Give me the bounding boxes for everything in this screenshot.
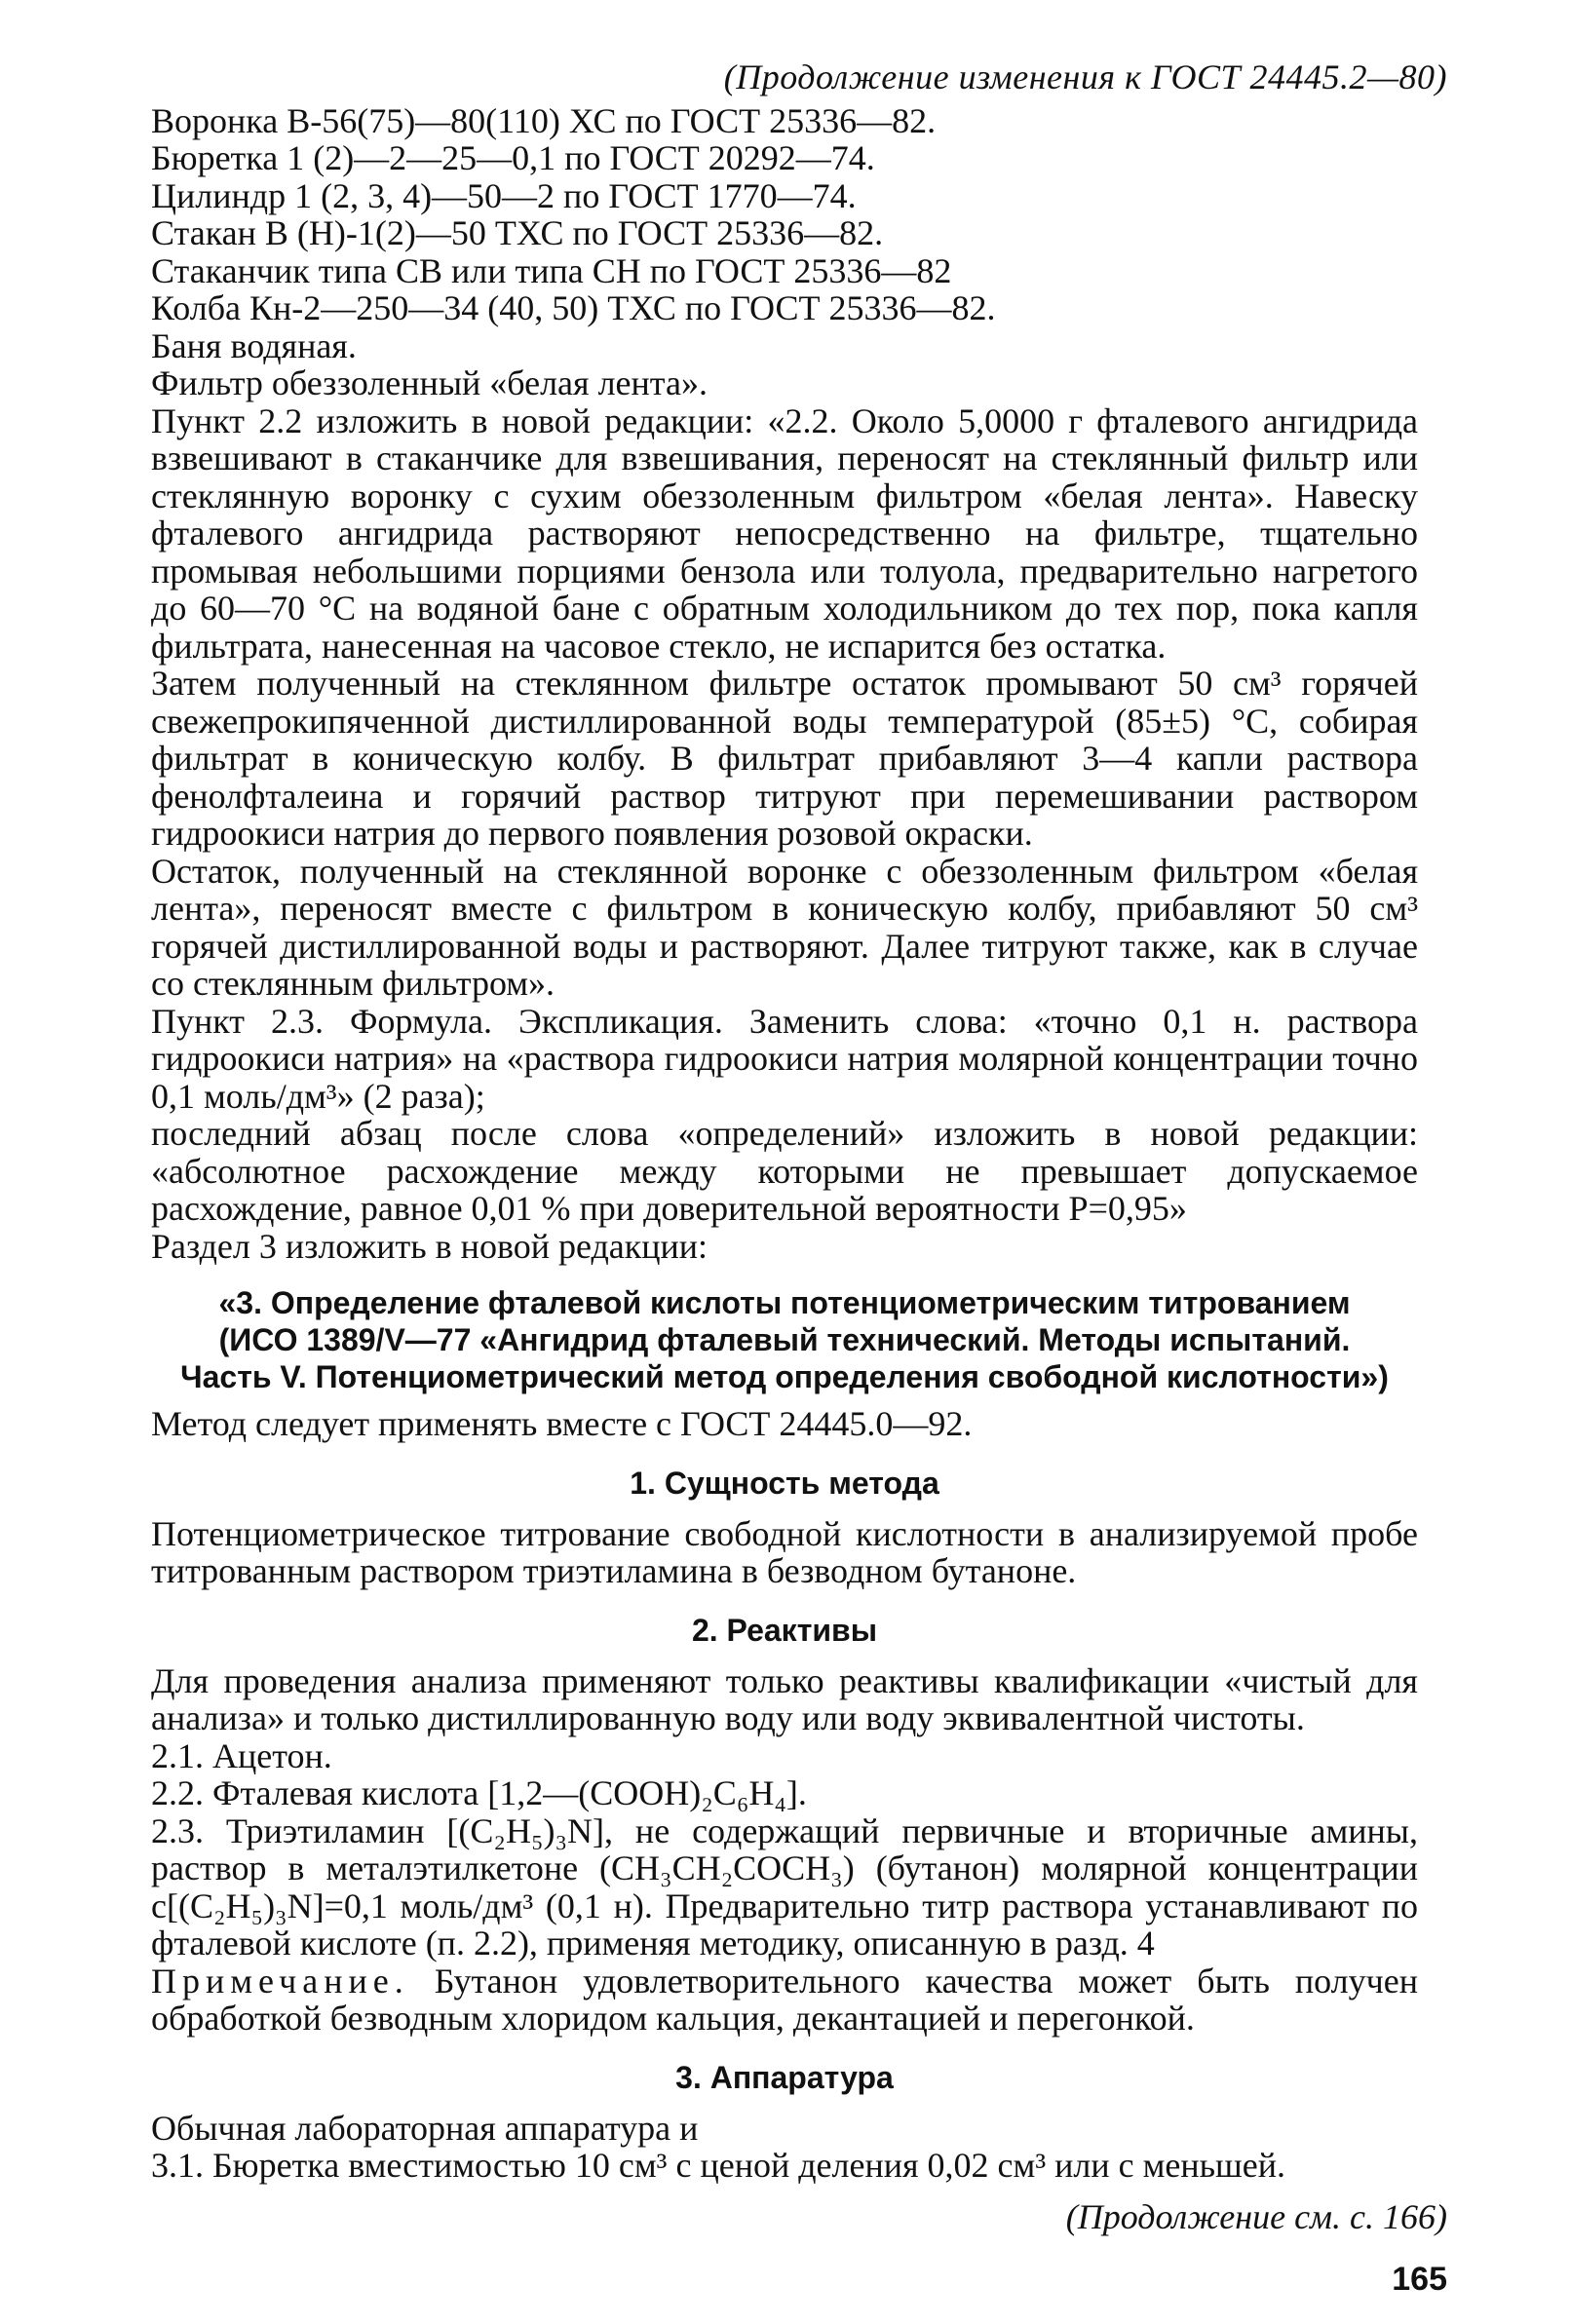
equipment-item: Стакан В (Н)-1(2)—50 ТХС по ГОСТ 25336—82. (151, 213, 884, 252)
page-number: 165 (1392, 2261, 1447, 2298)
reagent-2-2: 2.2. Фталевая кислота [1,2—(COOH)₂C₆H₄]. (151, 1773, 807, 1812)
paragraph-item-2-2: Пункт 2.2 изложить в новой редакции: «2.2. Около 5,0000 г фталевого ангидрида взвешивают в стаканчике для взвешивания, переносят на стеклянный фильтр или стеклянную воронку с сухим обеззоленным фильтром «белая лента». Навеску фталевого ангидрида растворяют непосредственно на фильтре, тщательно промывая небольшими порциями бензола или толуола, предварительно нагретого до 60—70 °С на водяной бане с обратным холодильником до тех пор, пока капля фильтрата, нанесенная на часовое стекло, не испарится без остатка. (151, 400, 1418, 666)
paragraph-wash-residue: Затем полученный на стеклянном фильтре остаток промывают 50 см³ горячей свежепрокипяченной дистиллированной воды температурой (85±5) °С, собирая фильтрат в коническую колбу. В фильтрат прибавляют 3—4 капли раствора фенолфталеина и горячий раствор титруют при перемешивании раствором гидроокиси натрия до первого появления розовой окраски. (151, 664, 1418, 853)
equipment-item: Фильтр обеззоленный «белая лента». (151, 363, 708, 402)
reagent-2-1: 2.1. Ацетон. (151, 1735, 332, 1775)
paragraph-section-3-intro: Раздел 3 изложить в новой редакции: (151, 1226, 708, 1266)
reagent-2-3: 2.3. Триэтиламин [(C₂H₅)₃N], не содержащий первичные и вторичные амины, раствор в металэтилкетоне (CH₃CH₂COCH₃) (бутанон) молярной концентрации c[(C₂H₅)₃N]=0,1 моль/дм³ (0,1 н). Предварительно титр раствора устанавливают по фталевой кислоте (п. 2.2), применяя методику, описанную в разд. 4 (151, 1810, 1418, 1962)
equipment-item: Стаканчик типа СВ или типа СН по ГОСТ 25336—82 (151, 250, 952, 290)
section-3-heading-line: «3. Определение фталевой кислоты потенциометрическим титрованием (218, 1285, 1351, 1320)
section-3-heading-line: (ИСО 1389/V—77 «Ангидрид фталевый технический. Методы испытаний. (218, 1322, 1351, 1357)
header-continuation-note: (Продолжение изменения к ГОСТ 24445.2—80) (723, 57, 1447, 96)
section-3-heading (151, 1284, 1418, 1395)
note-label: Примечание. (151, 1961, 409, 2000)
section-1-title: 1. Сущность метода (630, 1465, 939, 1501)
paragraph-item-2-3: Пункт 2.3. Формула. Экспликация. Заменить слова: «точно 0,1 н. раствора гидроокиси натрия» на «раствора гидроокиси натрия молярной концентрации точно 0,1 моль/дм³» (2 раза); (151, 1001, 1418, 1116)
section-3-heading-line: Часть V. Потенциометрический метод определения свободной кислотности») (180, 1359, 1389, 1394)
apparatus-3-1: 3.1. Бюретка вместимостью 10 см³ с ценой деления 0,02 см³ или с меньшей. (151, 2146, 1285, 2185)
note-paragraph (151, 1962, 1418, 2038)
section-3-text: Обычная лабораторная аппаратура и (151, 2108, 699, 2148)
footer-continuation-note: (Продолжение см. с. 166) (1065, 2196, 1447, 2236)
equipment-list (151, 102, 1418, 402)
equipment-item: Воронка В-56(75)—80(110) ХС по ГОСТ 25336—82. (151, 100, 937, 140)
document-page (151, 57, 1447, 2299)
equipment-item: Баня водяная. (151, 325, 357, 365)
paragraph-residue-funnel: Остаток, полученный на стеклянной воронке с обеззоленным фильтром «белая лента», переносят вместе с фильтром в коническую колбу, прибавляют 50 см³ горячей дистиллированной воды и растворяют. Далее титруют также, как в случае со стеклянным фильтром». (151, 851, 1418, 1003)
equipment-item: Цилиндр 1 (2, 3, 4)—50—2 по ГОСТ 1770—74. (151, 175, 857, 215)
section-2-title: 2. Реактивы (691, 1612, 878, 1648)
equipment-item: Колба Кн-2—250—34 (40, 50) ТХС по ГОСТ 25336—82. (151, 288, 996, 327)
method-note: Метод следует применять вместе с ГОСТ 24445.0—92. (151, 1404, 973, 1443)
section-2-text: Для проведения анализа применяют только реактивы квалификации «чистый для анализа» и только дистиллированную воду или воду эквивалентной чистоты. (151, 1660, 1418, 1737)
note-text: Бутанон удовлетворительного качества может быть получен обработкой безводным хлоридом кальция, декантацией и перегонкой. (151, 1961, 1418, 2038)
equipment-item: Бюретка 1 (2)—2—25—0,1 по ГОСТ 20292—74. (151, 138, 875, 177)
paragraph-last-abstract: последний абзац после слова «определений» изложить в новой редакции: «абсолютное расхождение между которыми не превышает допускаемое расхождение, равное 0,01 % при доверительной вероятности P=0,95» (151, 1114, 1418, 1228)
section-3-title: 3. Аппаратура (675, 2059, 894, 2095)
section-1-text: Потенциометрическое титрование свободной кислотности в анализируемой пробе титрованным раствором триэтиламина в безводном бутаноне. (151, 1513, 1418, 1590)
